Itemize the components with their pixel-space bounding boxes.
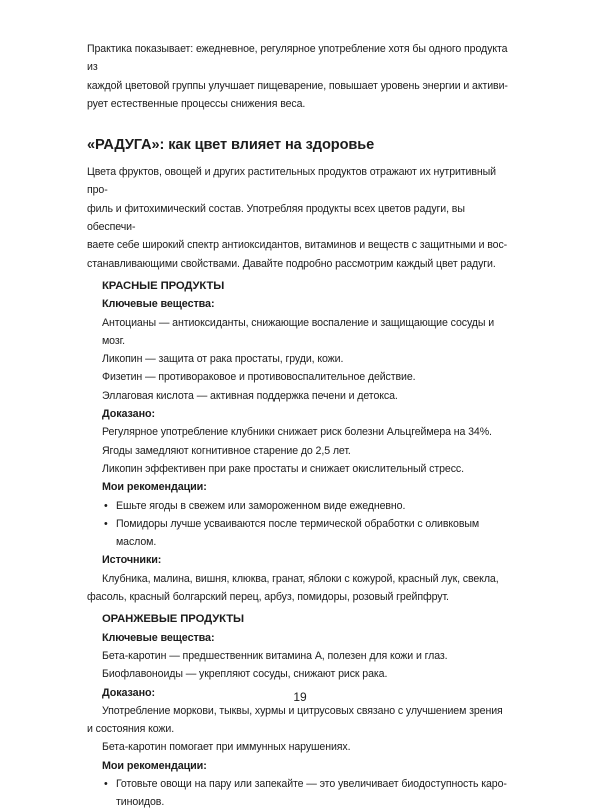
- orange-key-substance-item: Биофлавоноиды — укрепляют сосуды, снижают риск рака.: [102, 668, 388, 681]
- text-line: ваете себе широкий спектр антиоксидантов, витаминов и веществ с защитными и вос-: [87, 239, 508, 252]
- red-key-substance-item: Физетин — противораковое и противовоспалительное действие.: [102, 371, 416, 384]
- red-key-substance-item: Эллаговая кислота — активная поддержка печени и детокса.: [102, 389, 398, 402]
- text-line: филь и фитохимический состав. Употребляя продукты всех цветов радуги, вы обеспечи-: [87, 202, 465, 234]
- red-sources-heading: Источники:: [102, 554, 162, 567]
- red-proven-item: Регулярное употребление клубники снижает риск болезни Альцгеймера на 34%.: [102, 426, 492, 439]
- bullet-icon: •: [104, 517, 108, 530]
- page-number: 19: [293, 690, 307, 704]
- red-sources-line: фасоль, красный болгарский перец, арбуз, помидоры, розовый грейпфрут.: [87, 591, 449, 604]
- text-line: рует естественные процессы снижения веса.: [87, 97, 306, 110]
- text-line: станавливающими свойствами. Давайте подробно рассмотрим каждый цвет радуги.: [87, 257, 496, 270]
- orange-products-heading: ОРАНЖЕВЫЕ ПРОДУКТЫ: [102, 613, 244, 626]
- red-proven-heading: Доказано:: [102, 408, 156, 421]
- orange-recommendations-heading: Мои рекомендации:: [102, 759, 207, 772]
- orange-proven-heading: Доказано:: [102, 686, 156, 699]
- text-line: каждой цветовой группы улучшает пищеварение, повышает уровень энергии и активи-: [87, 79, 508, 92]
- list-item-text: Ешьте ягоды в свежем или замороженном виде ежедневно.: [116, 499, 406, 512]
- list-item: [87, 515, 515, 552]
- intro-paragraph: [87, 40, 515, 113]
- section-title: «РАДУГА»: как цвет влияет на здоровье: [87, 137, 375, 154]
- bullet-icon: •: [104, 777, 108, 790]
- text-line: Цвета фруктов, овощей и других растительных продуктов отражают их нутритивный про-: [87, 166, 496, 197]
- orange-recommendations-list: [87, 775, 515, 793]
- orange-proven-item: Бета-каротин помогает при иммунных нарушениях.: [102, 741, 351, 754]
- orange-key-substances-heading: Ключевые вещества:: [102, 631, 215, 644]
- list-item-continuation: тиноидов.: [116, 796, 165, 809]
- red-recommendations-list: [87, 497, 515, 552]
- list-item: [87, 775, 515, 793]
- list-item-text: Готовьте овощи на пару или запекайте — это увеличивает биодоступность каро-: [116, 777, 507, 790]
- red-key-substances-heading: Ключевые вещества:: [102, 298, 215, 311]
- red-products-heading: КРАСНЫЕ ПРОДУКТЫ: [102, 279, 225, 292]
- red-proven-item: Ликопин эффективен при раке простаты и снижает окислительный стресс.: [102, 462, 464, 475]
- orange-proven-line: Употребление моркови, тыквы, хурмы и цитрусовых связано с улучшением зрения: [102, 704, 503, 717]
- red-sources-line: Клубника, малина, вишня, клюква, гранат, яблоки с кожурой, красный лук, свекла,: [102, 572, 499, 585]
- red-key-substance-item: Ликопин — защита от рака простаты, груди, кожи.: [102, 353, 344, 366]
- red-key-substance-item: Антоцианы — антиоксиданты, снижающие воспаление и защищающие сосуды и мозг.: [102, 316, 495, 347]
- list-item-text: Помидоры лучше усваиваются после термической обработки с оливковым маслом.: [116, 517, 480, 549]
- text-line: Практика показывает: ежедневное, регулярное употребление хотя бы одного продукта из: [87, 43, 508, 74]
- orange-proven-line: и состояния кожи.: [87, 723, 175, 736]
- list-item: [87, 497, 515, 515]
- red-recommendations-heading: Мои рекомендации:: [102, 481, 207, 494]
- section-intro-paragraph: [87, 163, 515, 273]
- bullet-icon: •: [104, 499, 108, 512]
- orange-key-substance-item: Бета-каротин — предшественник витамина А, полезен для кожи и глаз.: [102, 649, 448, 662]
- red-proven-item: Ягоды замедляют когнитивное старение до 2,5 лет.: [102, 444, 351, 457]
